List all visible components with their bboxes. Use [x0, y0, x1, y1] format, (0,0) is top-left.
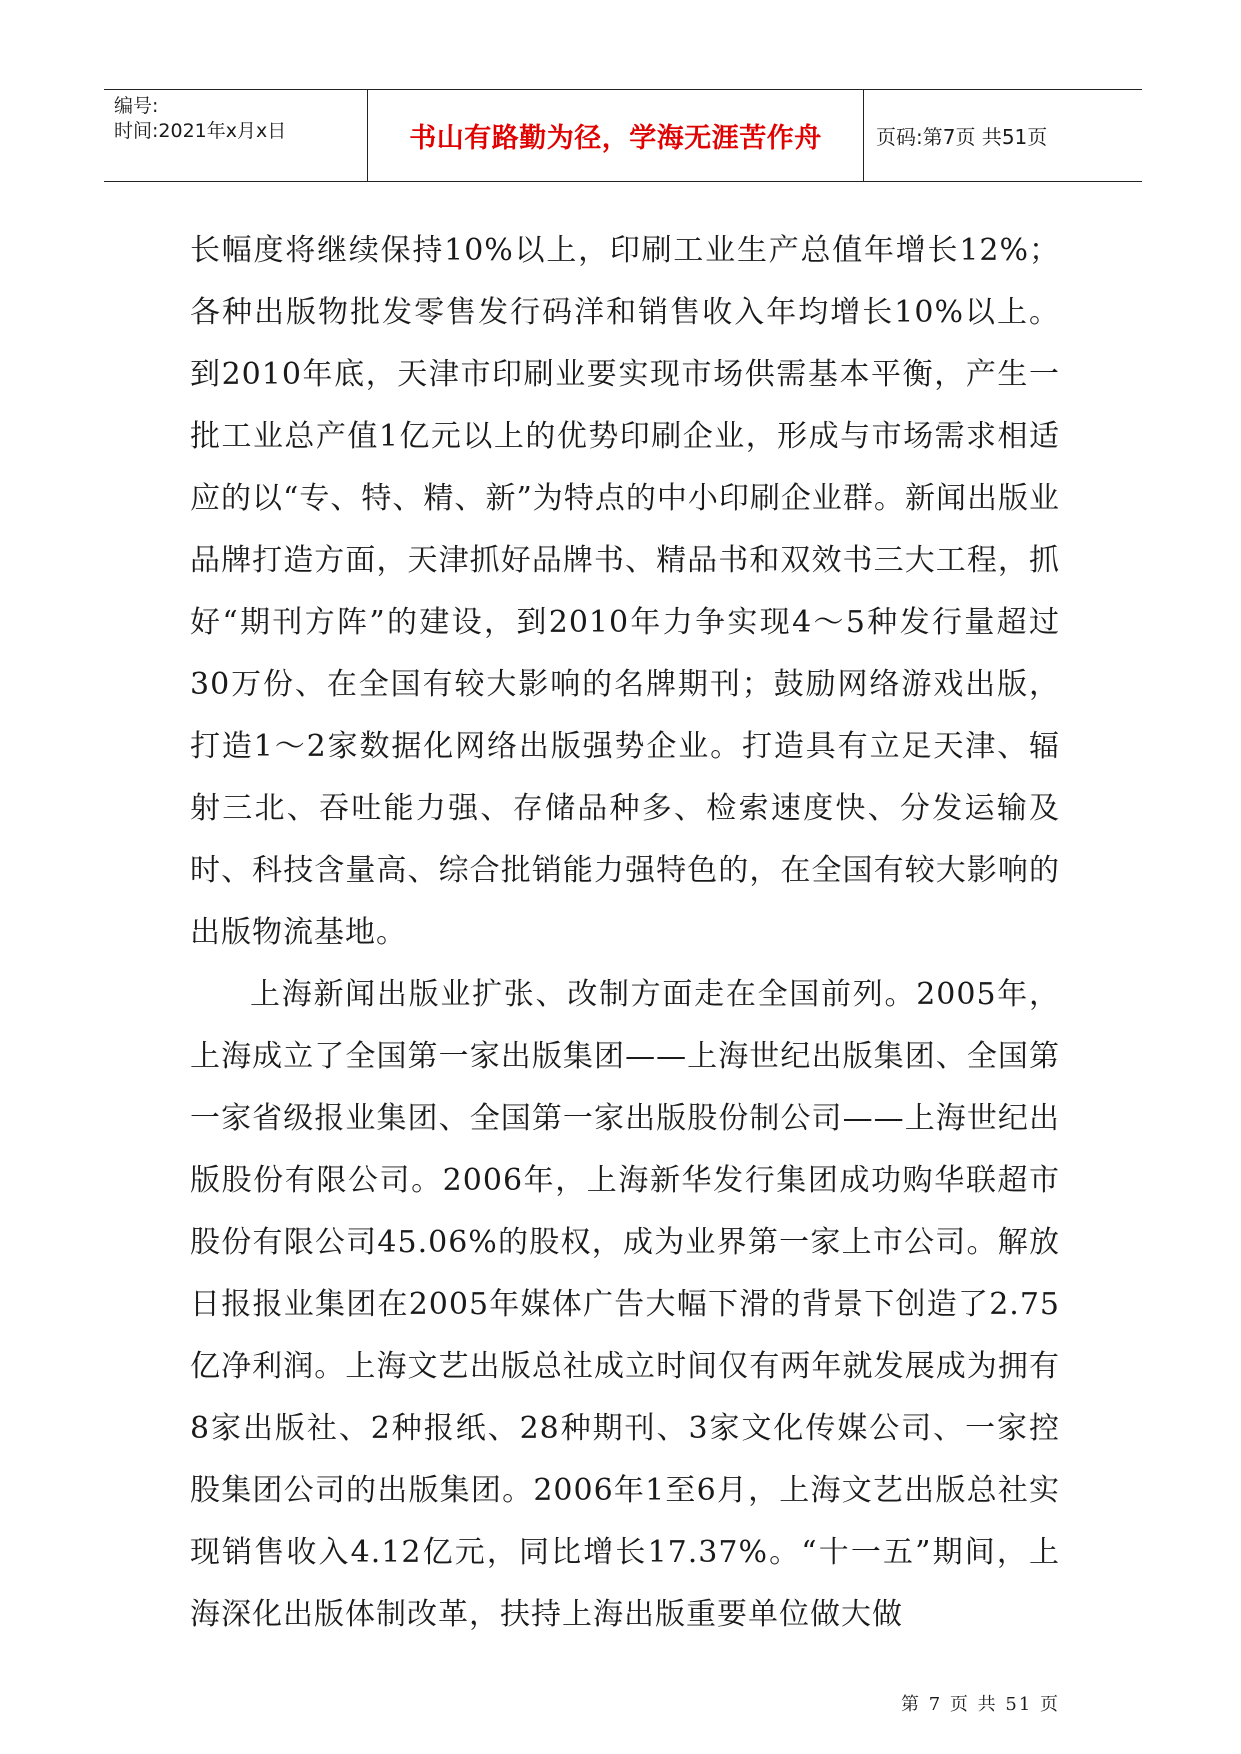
header-slogan-cell [368, 90, 864, 181]
header-page-cell [864, 90, 1142, 181]
page-footer: 第 7 页 共 51 页 [901, 1694, 1060, 1715]
body-paragraph: 上海新闻出版业扩张、改制方面走在全国前列。2005年，上海成立了全国第一家出版集团——上海世纪出版集团、全国第一家省级报业集团、全国第一家出版股份制公司——上海世纪出版股份有限公司。2006年，上海新华发行集团成功购华联超市股份有限公司45.06%的股权，成为业界第一家上市公司。解放日报报业集团在2005年媒体广告大幅下滑的背景下创造了2.75亿净利润。上海文艺出版总社成立时间仅有两年就发展成为拥有8家出版社、2种报纸、28种期刊、3家文化传媒公司、一家控股集团公司的出版集团。2006年1至6月，上海文艺出版总社实现销售收入4.12亿元，同比增长17.37%。“十一五”期间，上海深化出版体制改革，扶持上海出版重要单位做大做 [190, 977, 1060, 1632]
header-info-cell [104, 90, 368, 181]
document-body [190, 220, 1060, 1646]
header-slogan: 书山有路勤为径，学海无涯苦作舟 [409, 123, 822, 154]
document-header [104, 89, 1142, 182]
header-page-label: 页码:第7页 共51页 [876, 125, 1048, 149]
document-number-label: 编号: [114, 95, 159, 117]
body-paragraph: 长幅度将继续保持10%以上，印刷工业生产总值年增长12%；各种出版物批发零售发行码洋和销售收入年均增长10%以上。到2010年底，天津市印刷业要实现市场供需基本平衡，产生一批工业总产值1亿元以上的优势印刷企业，形成与市场需求相适应的以“专、特、精、新”为特点的中小印刷企业群。新闻出版业品牌打造方面，天津抓好品牌书、精品书和双效书三大工程，抓好“期刊方阵”的建设，到2010年力争实现4～5种发行量超过30万份、在全国有较大影响的名牌期刊；鼓励网络游戏出版，打造1～2家数据化网络出版强势企业。打造具有立足天津、辐射三北、吞吐能力强、存储品种多、检索速度快、分发运输及时、科技含量高、综合批销能力强特色的，在全国有较大影响的出版物流基地。 [190, 233, 1060, 950]
document-time-label: 时间:2021年x月x日 [114, 120, 287, 142]
